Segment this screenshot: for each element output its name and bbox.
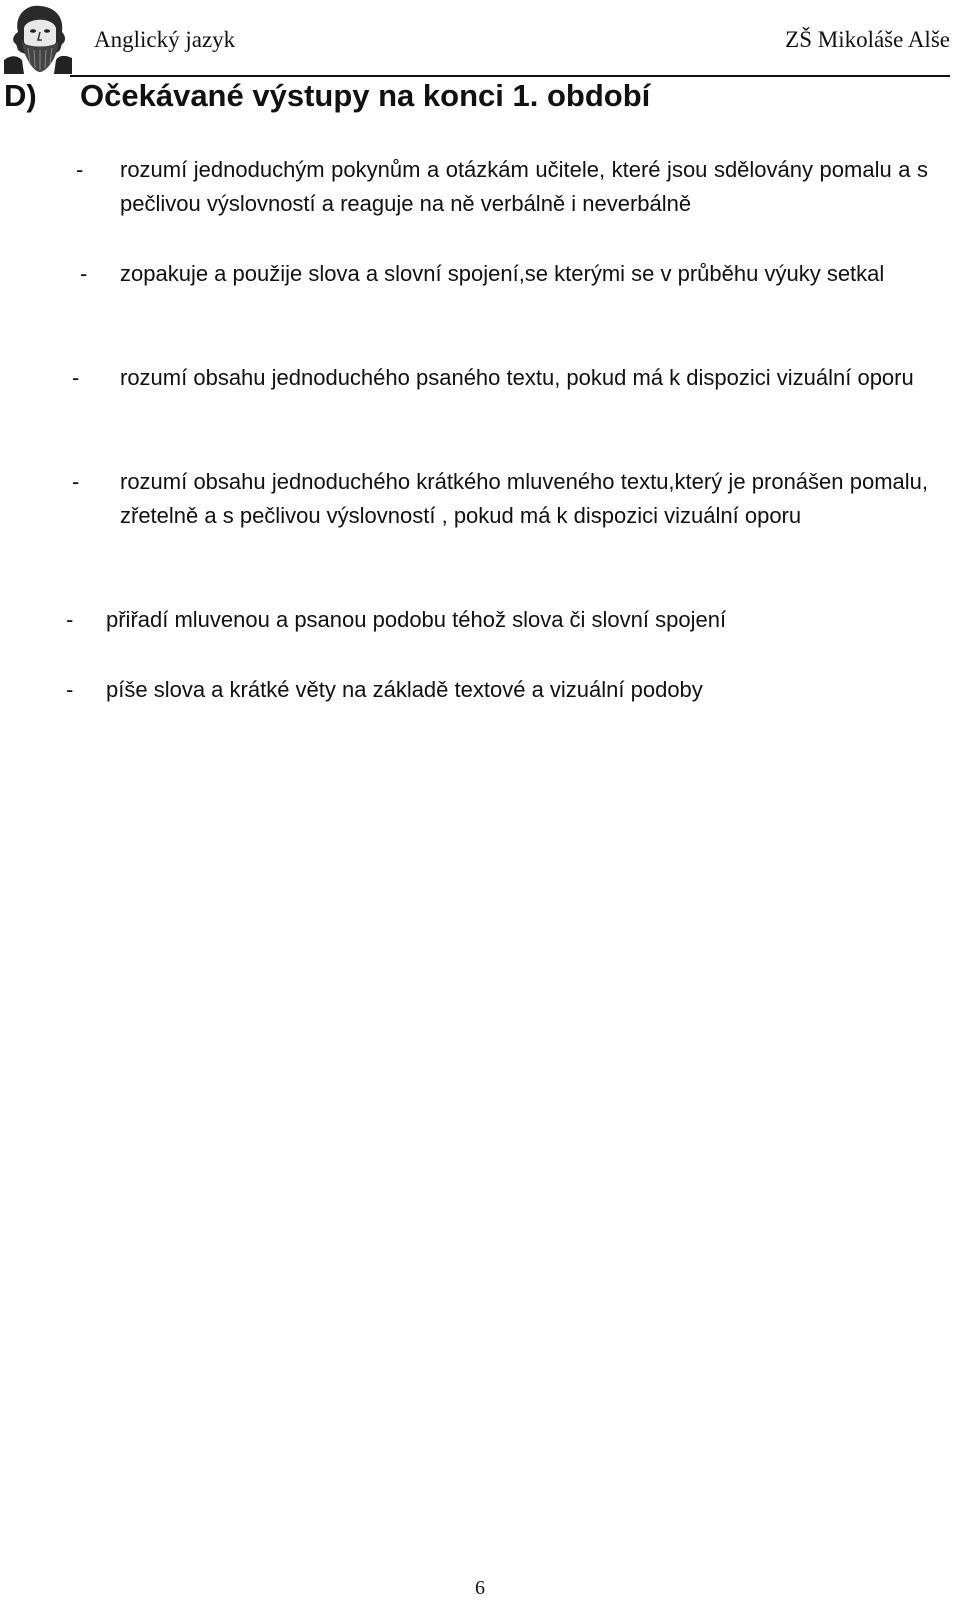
- page-number: 6: [475, 1577, 485, 1599]
- list-item-dash: -: [72, 469, 80, 494]
- list-item-dash: -: [72, 365, 80, 390]
- list-item-text: píše slova a krátké věty na základě textové a vizuální podoby: [106, 677, 703, 702]
- list-item-text: rozumí obsahu jednoduchého psaného textu, pokud má k dispozici vizuální oporu: [120, 365, 914, 390]
- list-item-dash: -: [80, 261, 88, 286]
- list-item: [0, 257, 928, 327]
- list-item-text: rozumí jednoduchým pokynům a otázkám učitele, které jsou sdělovány pomalu a s pečlivou výslovností a reaguje na ně verbálně i neverbálně: [120, 157, 928, 216]
- portrait-logo-icon: [4, 2, 72, 74]
- list-item-text: přiřadí mluvenou a psanou podobu téhož slova či slovní spojení: [106, 607, 727, 632]
- section-letter: D): [4, 78, 37, 113]
- list-item-dash: -: [66, 607, 74, 632]
- list-item: [0, 153, 928, 223]
- section-heading: [4, 78, 650, 114]
- page-header: [0, 0, 960, 80]
- header-school: ZŠ Mikoláše Alše: [785, 27, 950, 52]
- list-item: [0, 673, 928, 709]
- list-item-text: rozumí obsahu jednoduchého krátkého mluveného textu,který je pronášen pomalu, zřetelně a s pečlivou výslovností , pokud má k dispozici vizuální oporu: [120, 469, 928, 528]
- list-item: [0, 361, 928, 431]
- header-divider: [70, 75, 950, 77]
- header-subject: Anglický jazyk: [94, 27, 236, 52]
- list-item: [0, 603, 928, 639]
- section-title: Očekávané výstupy na konci 1. období: [80, 78, 651, 113]
- list-item-dash: -: [76, 157, 84, 182]
- list-item: [0, 465, 928, 569]
- list-item-text: zopakuje a použije slova a slovní spojení,se kterými se v průběhu výuky setkal: [120, 261, 885, 286]
- list-item-dash: -: [66, 677, 74, 702]
